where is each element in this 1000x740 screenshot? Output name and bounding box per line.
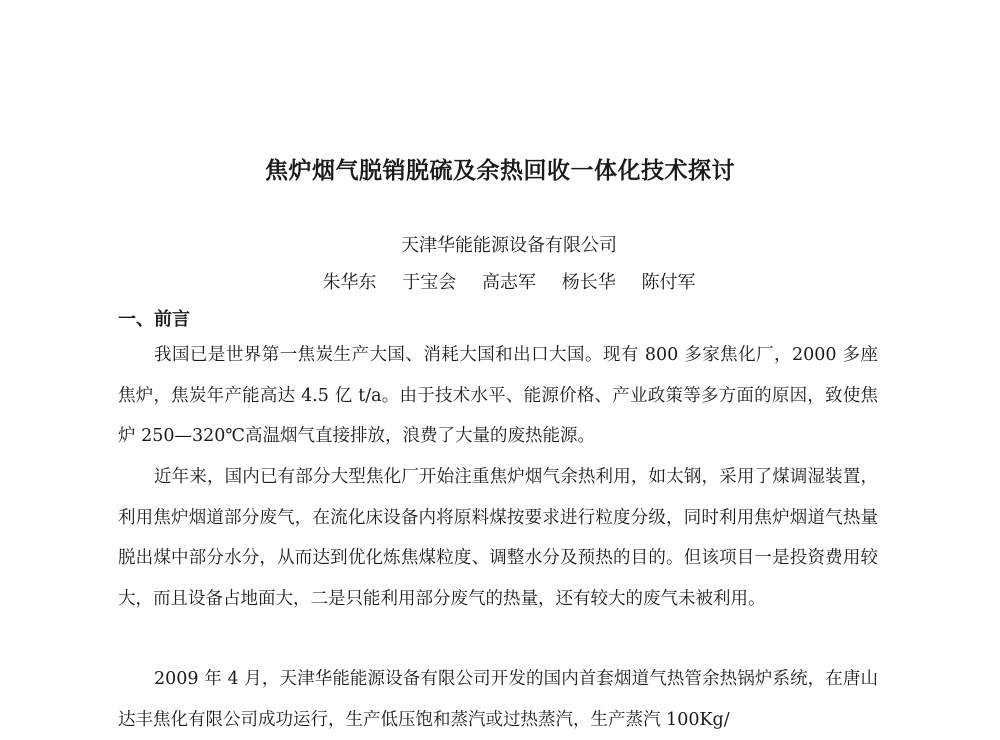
author-name: 于宝会 — [402, 272, 457, 293]
paragraph: 我国已是世界第一焦炭生产大国、消耗大国和出口大国。现有 800 多家焦化厂，2000 多座焦炉，焦炭年产能高达 4.5 亿 t/a。由于技术水平、能源价格、产业政策等多方面的原因，致使焦炉 250—320℃高温烟气直接排放，浪费了大量的废热能源。 — [118, 345, 878, 446]
organization-name: 天津华能能源设备有限公司 — [401, 235, 617, 256]
author-name: 高志军 — [482, 272, 536, 293]
paragraph: 近年来，国内已有部分大型焦化厂开始注重焦炉烟气余热利用，如太钢，采用了煤调湿装置，利用焦炉烟道部分废气，在流化床设备内将原料煤按要求进行粒度分级，同时利用焦炉烟道气热量脱出煤中部分水分，从而达到优化炼焦煤粒度、调整水分及预热的目的。但该项目一是投资费用较大，而且设备占地面大，二是只能利用部分废气的热量，还有较大的废气未被利用。 — [118, 467, 878, 609]
author-name: 陈付军 — [641, 272, 696, 293]
author-name: 朱华东 — [322, 272, 377, 293]
paragraph: 2009 年 4 月，天津华能能源设备有限公司开发的国内首套烟道气热管余热锅炉系统，在唐山达丰焦化有限公司成功运行，生产低压饱和蒸汽或过热蒸汽，生产蒸汽 100Kg/ — [118, 669, 878, 730]
author-name: 杨长华 — [561, 272, 616, 293]
author-list — [0, 268, 1000, 294]
document-title: 焦炉烟气脱销脱硫及余热回收一体化技术探讨 — [265, 157, 735, 184]
section-heading: 一、前言 — [118, 309, 190, 330]
